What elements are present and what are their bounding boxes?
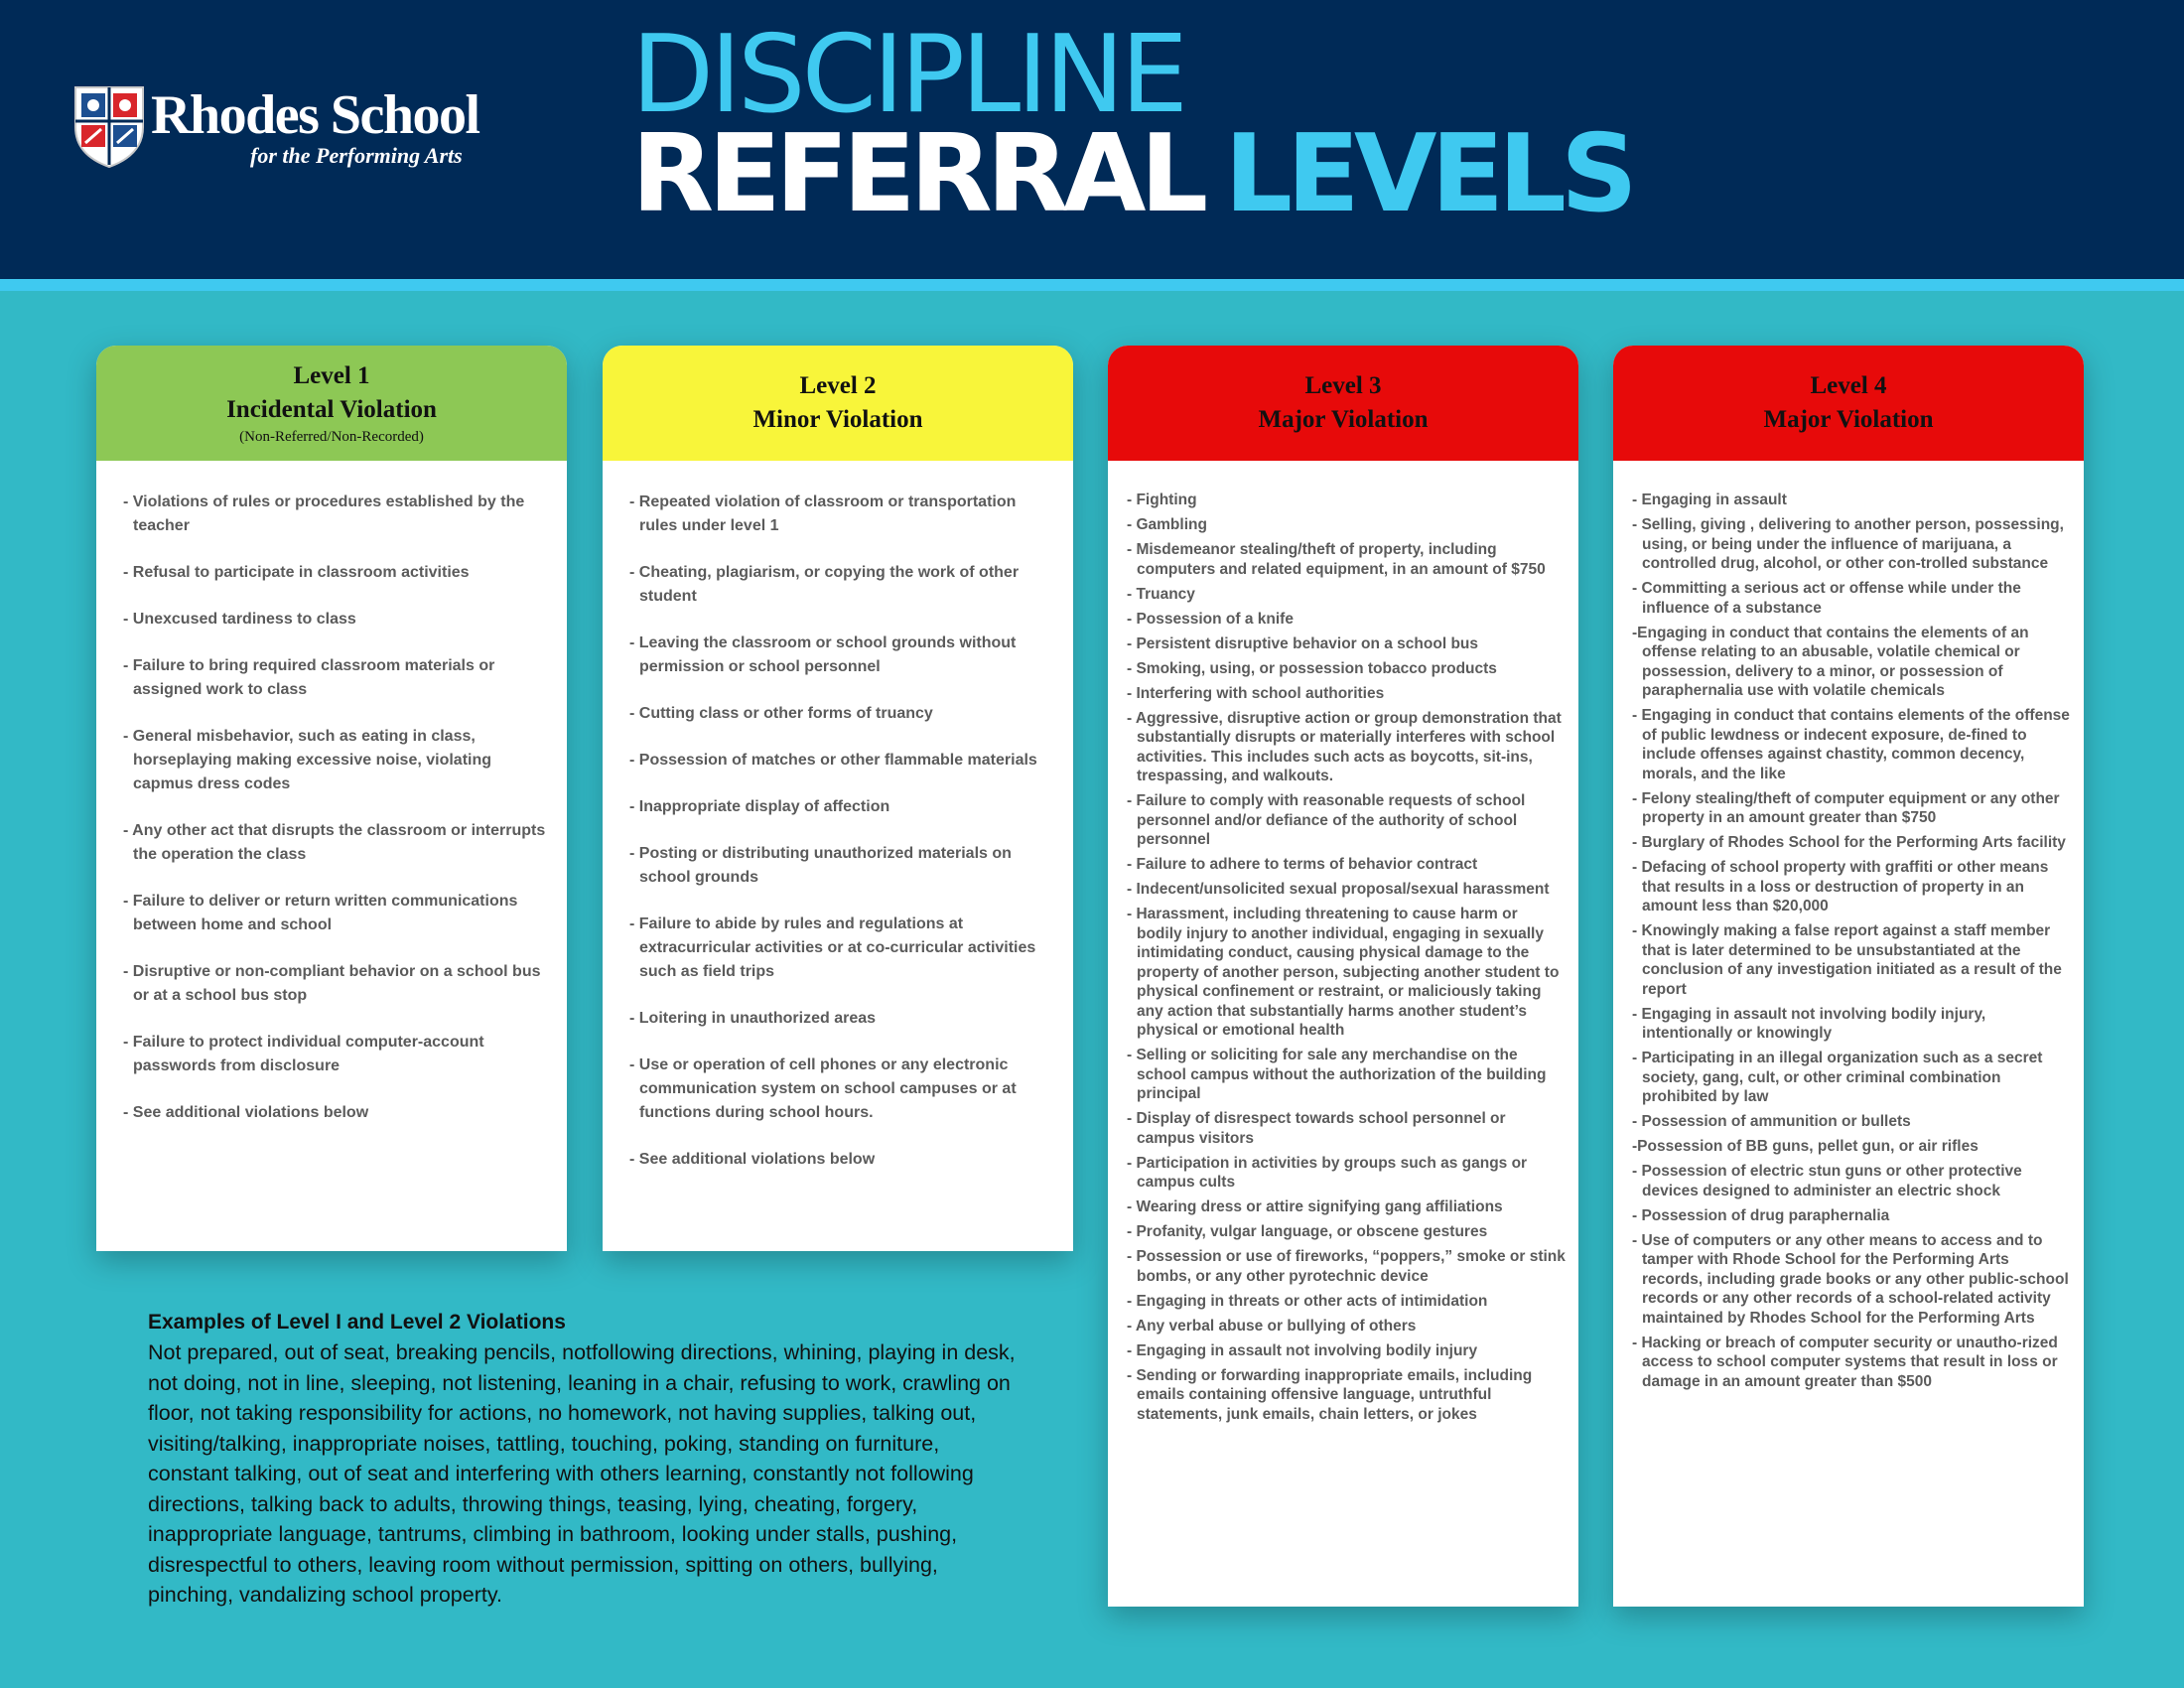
list-item: - Cutting class or other forms of truancy xyxy=(629,705,933,722)
list-item: - Possession of ammunition or bullets xyxy=(1632,1113,1911,1130)
list-item: - Failure to adhere to terms of behavior contract xyxy=(1127,856,1478,873)
list-item: - Possession or use of fireworks, “poppers,” smoke or stink bombs, or any other pyrotechnic device xyxy=(1127,1248,1566,1285)
list-item: - Truancy xyxy=(1127,585,1195,603)
level-1-label: Level 1 xyxy=(293,362,370,389)
list-item: - Failure to deliver or return written communications between home and school xyxy=(123,893,518,933)
level-3-label: Level 3 xyxy=(1304,372,1382,399)
header-stripe xyxy=(0,279,2184,291)
list-item: - Interfering with school authorities xyxy=(1127,684,1385,702)
list-item: - Gambling xyxy=(1127,516,1207,533)
level-4-label: Level 4 xyxy=(1810,372,1887,399)
list-item: - Persistent disruptive behavior on a school bus xyxy=(1127,634,1478,652)
level-3-header xyxy=(1108,346,1578,461)
title-line-1: DISCIPLINE xyxy=(631,13,1185,137)
list-item: - Engaging in assault not involving bodily injury, intentionally or knowingly xyxy=(1632,1005,1986,1042)
list-item: - Participating in an illegal organization such as a secret society, gang, cult, or other criminal combination prohibited by law xyxy=(1632,1050,2043,1105)
list-item: - Any verbal abuse or bullying of others xyxy=(1127,1317,1417,1335)
level-2-label: Level 2 xyxy=(799,372,877,399)
list-item: - Loitering in unauthorized areas xyxy=(629,1010,877,1027)
level-3-name: Major Violation xyxy=(1258,406,1429,433)
examples-text: Not prepared, out of seat, breaking pencils, notfollowing directions, whining, playing in desk, not doing, not in line, sleeping, not listening, leaning in a chair, refusing to work, crawling on floor, not taking responsibility for actions, no homework, not having supplies, talking out, visiting/talking, inappropriate noises, tattling, touching, poking, standing on furniture, constant talking, out of seat and interfering with others learning, constantly not following directions, talking back to adults, throwing things, teasing, lying, cheating, forgery, inappropriate language, tantrums, climbing in bathroom, looking under stalls, pushing, disrespectful to others, leaving room without permission, spitting on others, bullying, pinching, vandalizing school property. xyxy=(148,1340,1016,1607)
list-item: - Selling or soliciting for sale any merchandise on the school campus without the authorization of the building principal xyxy=(1127,1047,1547,1102)
level-4-header xyxy=(1613,346,2084,461)
list-item: - Knowingly making a false report against a staff member that is later determined to be unsubstantiated at the conclusion of any investigation initiated as a result of the report xyxy=(1632,922,2062,998)
list-item: - Hacking or breach of computer security or unautho-rized access to school computer systems that result in loss or damage in an amount greater than $500 xyxy=(1632,1334,2058,1390)
list-item: - Possession of a knife xyxy=(1127,610,1294,628)
list-item: - Felony stealing/theft of computer equipment or any other property in an amount greater than $750 xyxy=(1632,789,2060,826)
list-item: - Selling, giving , delivering to another person, possessing, using, or being under the influence of marijuana, a controlled drug, alcohol, or other con-trolled substance xyxy=(1632,516,2064,572)
list-item: - Violations of rules or procedures established by the teacher xyxy=(123,493,525,534)
list-item: - Display of disrespect towards school personnel or campus visitors xyxy=(1127,1110,1506,1147)
list-item: - Defacing of school property with graffiti or other means that results in a loss or destruction of property in an amount less than $20,000 xyxy=(1632,859,2049,914)
list-item: - Failure to protect individual computer-account passwords from disclosure xyxy=(123,1034,484,1074)
list-item: - Possession of electric stun guns or other protective devices designed to administer an electric shock xyxy=(1632,1163,2022,1199)
list-item: - Failure to bring required classroom materials or assigned work to class xyxy=(123,657,495,698)
level-4-list xyxy=(1613,461,2084,1391)
list-item: - Engaging in assault not involving bodily injury xyxy=(1127,1341,1478,1359)
list-item: - Failure to comply with reasonable requests of school personnel and/or defiance of the authority of school personnel xyxy=(1127,792,1526,848)
level-4-name: Major Violation xyxy=(1763,406,1934,433)
school-logo xyxy=(71,81,508,171)
list-item: - General misbehavior, such as eating in class, horseplaying making excessive noise, violating capmus dress codes xyxy=(123,728,492,792)
list-item: - Wearing dress or attire signifying gang affiliations xyxy=(1127,1198,1503,1215)
list-item: - Sending or forwarding inappropriate emails, including emails containing offensive language, untruthful statements, junk emails, chain letters, or jokes xyxy=(1127,1366,1533,1423)
list-item: - Participation in activities by groups such as gangs or campus cults xyxy=(1127,1154,1528,1191)
list-item: - Possession of matches or other flammable materials xyxy=(629,752,1037,769)
list-item: - Repeated violation of classroom or transportation rules under level 1 xyxy=(629,493,1017,534)
title-line-2 xyxy=(631,112,1632,236)
list-item: - Refusal to participate in classroom activities xyxy=(123,564,470,581)
level-3-list xyxy=(1108,461,1578,1424)
level-2-name: Minor Violation xyxy=(752,406,923,433)
list-item: - Committing a serious act or offense while under the influence of a substance xyxy=(1632,580,2021,617)
list-item: - Fighting xyxy=(1127,492,1197,508)
list-item: - Posting or distributing unauthorized materials on school grounds xyxy=(629,845,1012,886)
level-1-name: Incidental Violation xyxy=(226,396,437,423)
logo-subtitle: for the Performing Arts xyxy=(250,143,463,168)
level-4-card xyxy=(1613,346,2084,1607)
list-item: - Profanity, vulgar language, or obscene gestures xyxy=(1127,1223,1488,1240)
list-item: - Engaging in threats or other acts of intimidation xyxy=(1127,1292,1488,1310)
list-item: - Indecent/unsolicited sexual proposal/sexual harassment xyxy=(1127,881,1550,898)
list-item: - Harassment, including threatening to cause harm or bodily injury to another individual, engaging in sexually intimidating conduct, causing physical damage to the property of another person, subjecting another student to physical confinement or restraint, or maliciously taking any action that substantially harms another student’s physical or emotional health xyxy=(1127,906,1560,1039)
level-1-header xyxy=(96,346,567,461)
list-item: - Aggressive, disruptive action or group demonstration that substantially disrupts or materially interferes with school activities. This includes such acts as boycotts, sit-ins, trespassing, and walkouts. xyxy=(1127,709,1562,784)
examples-section xyxy=(148,1309,1022,1611)
list-item: - Engaging in conduct that contains elements of the offense of public lewdness or indecent exposure, de-fined to include offenses against chastity, common decency, morals, and the like xyxy=(1632,707,2070,782)
examples-heading: Examples of Level I and Level 2 Violations xyxy=(148,1311,566,1334)
logo-name: Rhodes School xyxy=(151,84,479,146)
level-1-card xyxy=(96,346,567,1251)
list-item: -Engaging in conduct that contains the elements of an offense relating to an abusable, volatile chemical or possession, delivery to a minor, or possession of paraphernalia use with volatile chemicals xyxy=(1632,624,2029,699)
crest-icon xyxy=(71,81,147,171)
list-item: - Failure to abide by rules and regulations at extracurricular activities or at co-curricular activities such as field trips xyxy=(629,915,1036,980)
list-item: - Possession of drug paraphernalia xyxy=(1632,1206,1890,1224)
list-item: - Inappropriate display of affection xyxy=(629,798,890,815)
list-item: - Use of computers or any other means to access and to tamper with Rhode School for the Performing Arts records, including grade books or any other public-school records or any other records of a school-related activity maintained by Rhodes School for the Performing Arts xyxy=(1632,1231,2069,1327)
list-item: - Misdemeanor stealing/theft of property, including computers and related equipment, in an amount of $750 xyxy=(1127,541,1546,578)
header-banner xyxy=(0,0,2184,279)
list-item: - Engaging in assault xyxy=(1632,492,1787,508)
list-item: - Burglary of Rhodes School for the Performing Arts facility xyxy=(1632,834,2066,851)
list-item: - Unexcused tardiness to class xyxy=(123,611,356,628)
list-item: - Any other act that disrupts the classroom or interrupts the operation the class xyxy=(123,822,546,863)
level-3-card xyxy=(1108,346,1578,1607)
level-2-list xyxy=(603,461,1073,1172)
title-word-levels: LEVELS xyxy=(1224,112,1632,236)
level-2-card xyxy=(603,346,1073,1251)
level-1-list xyxy=(96,461,567,1125)
list-item: - Disruptive or non-compliant behavior on a school bus or at a school bus stop xyxy=(123,963,541,1004)
level-1-note: (Non-Referred/Non-Recorded) xyxy=(239,429,424,445)
list-item: - Leaving the classroom or school grounds without permission or school personnel xyxy=(629,634,1017,675)
list-item: - Smoking, using, or possession tobacco products xyxy=(1127,659,1497,677)
list-item: - See additional violations below xyxy=(123,1104,369,1121)
title-word-referral: REFERRAL xyxy=(631,112,1203,236)
list-item: - Cheating, plagiarism, or copying the work of other student xyxy=(629,564,1020,605)
list-item: - See additional violations below xyxy=(629,1151,876,1168)
list-item: -Possession of BB guns, pellet gun, or air rifles xyxy=(1632,1138,1979,1155)
list-item: - Use or operation of cell phones or any electronic communication system on school campuses or at functions during school hours. xyxy=(629,1056,1017,1121)
level-2-header xyxy=(603,346,1073,461)
